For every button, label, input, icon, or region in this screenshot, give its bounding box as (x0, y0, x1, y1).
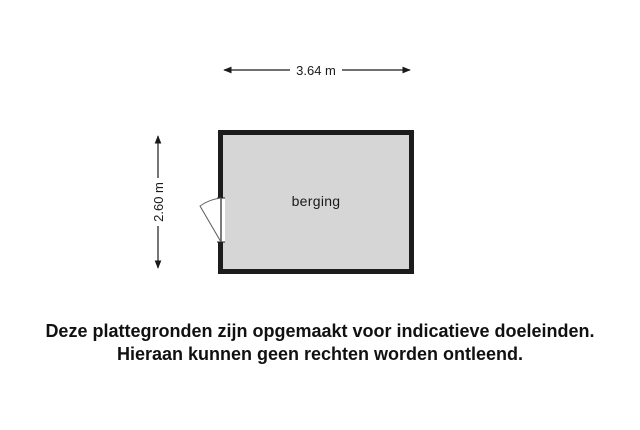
width-dimension-label: 3.64 m (296, 63, 336, 78)
room-berging (218, 130, 414, 274)
door (200, 198, 225, 242)
disclaimer-line-1: Deze plattegronden zijn opgemaakt voor indicatieve doeleinden. (45, 321, 595, 341)
room-label: berging (291, 193, 341, 209)
height-dimension-label: 2.60 m (151, 182, 166, 222)
height-dimension (151, 136, 166, 268)
width-dimension (224, 63, 410, 78)
disclaimer-line-2: Hieraan kunnen geen rechten worden ontleend. (116, 344, 524, 364)
